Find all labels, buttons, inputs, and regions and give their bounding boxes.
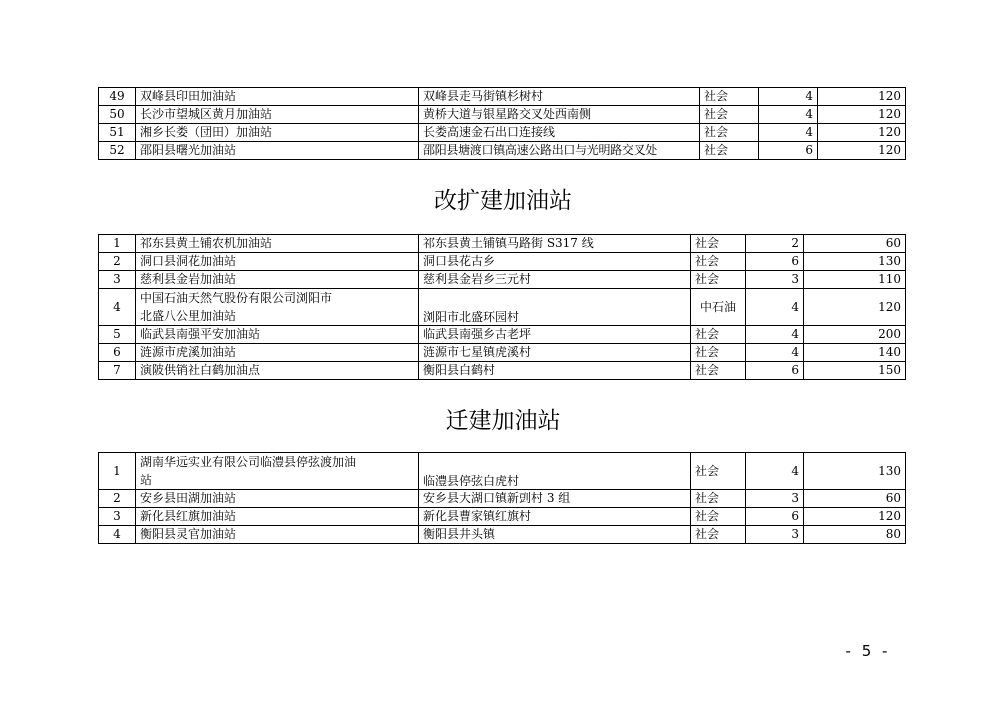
- row-number: 2: [99, 490, 136, 508]
- station-name: 新化县红旗加油站: [136, 508, 419, 526]
- station-area: 60: [804, 490, 906, 508]
- row-number: 50: [99, 106, 136, 124]
- station-area: 80: [804, 526, 906, 544]
- station-address: 洞口县花古乡: [419, 253, 691, 271]
- station-area: 120: [818, 124, 906, 142]
- table-row: [99, 344, 906, 362]
- station-name: 邵阳县曙光加油站: [136, 142, 419, 160]
- station-type: 社会: [700, 106, 759, 124]
- station-name: 临武县南强平安加油站: [136, 326, 419, 344]
- station-area: 120: [818, 88, 906, 106]
- station-name: 湘乡长娄（団田）加油站: [136, 124, 419, 142]
- row-number: 3: [99, 508, 136, 526]
- page-number: - 5 -: [845, 642, 891, 660]
- station-area: 60: [804, 235, 906, 253]
- station-table-continued: [98, 87, 906, 160]
- row-number: 6: [99, 344, 136, 362]
- section-heading-relocation: 迁建加油站: [445, 408, 561, 434]
- station-count: 3: [746, 490, 804, 508]
- row-number: 4: [99, 526, 136, 544]
- station-name: 涟源市虎溪加油站: [136, 344, 419, 362]
- station-count: 4: [746, 326, 804, 344]
- station-count: 6: [746, 253, 804, 271]
- station-count: 4: [759, 88, 818, 106]
- table-row: [99, 362, 906, 380]
- table-row: [99, 271, 906, 289]
- table-row: [99, 253, 906, 271]
- station-area: 150: [804, 362, 906, 380]
- station-address: 衡阳县井头镇: [419, 526, 691, 544]
- row-number: 51: [99, 124, 136, 142]
- station-name-line-2: 北盛八公里加油站: [140, 309, 237, 323]
- station-name: 祁东县黄土铺农机加油站: [136, 235, 419, 253]
- row-number: 1: [99, 235, 136, 253]
- station-count: 6: [746, 508, 804, 526]
- station-type: 社会: [691, 526, 746, 544]
- station-type: 社会: [691, 362, 746, 380]
- row-number: 49: [99, 88, 136, 106]
- station-count: 3: [746, 526, 804, 544]
- station-count: 3: [746, 271, 804, 289]
- station-type: 社会: [691, 326, 746, 344]
- station-count: 4: [746, 289, 804, 326]
- station-area: 110: [804, 271, 906, 289]
- station-address: 安乡县大湖口镇新剅村 3 组: [419, 490, 691, 508]
- table-row: [99, 124, 906, 142]
- row-number: 52: [99, 142, 136, 160]
- table-row: [99, 508, 906, 526]
- station-type: 社会: [691, 453, 746, 490]
- row-number: 4: [99, 289, 136, 326]
- station-area: 120: [804, 508, 906, 526]
- station-count: 6: [746, 362, 804, 380]
- station-address: 涟源市七星镇虎溪村: [419, 344, 691, 362]
- station-name: 衡阳县灵官加油站: [136, 526, 419, 544]
- station-type: 社会: [700, 88, 759, 106]
- table-row: [99, 235, 906, 253]
- station-count: 2: [746, 235, 804, 253]
- table-row: [99, 142, 906, 160]
- station-address: 邵阳县塘渡口镇高速公路出口与光明路交叉处: [419, 142, 700, 160]
- station-area: 120: [804, 289, 906, 326]
- station-type: 社会: [691, 235, 746, 253]
- station-address: 长娄高速金石出口连接线: [419, 124, 700, 142]
- station-area: 140: [804, 344, 906, 362]
- table-row: [99, 289, 906, 326]
- station-name: [136, 453, 419, 490]
- station-type: 社会: [700, 124, 759, 142]
- station-name: 慈利县金岩加油站: [136, 271, 419, 289]
- station-type: 社会: [691, 271, 746, 289]
- station-count: 4: [746, 453, 804, 490]
- station-address: 祁东县黄土铺镇马路街 S317 线: [419, 235, 691, 253]
- station-address: 新化县曹家镇红旗村: [419, 508, 691, 526]
- station-address: 衡阳县白鹤村: [419, 362, 691, 380]
- station-name: 双峰县印田加油站: [136, 88, 419, 106]
- station-type: 社会: [691, 253, 746, 271]
- row-number: 7: [99, 362, 136, 380]
- table-row: [99, 326, 906, 344]
- station-address: 黄桥大道与银星路交叉处西南侧: [419, 106, 700, 124]
- station-count: 4: [759, 106, 818, 124]
- expansion-station-table: [98, 234, 906, 380]
- station-area: 120: [818, 142, 906, 160]
- station-area: 130: [804, 453, 906, 490]
- station-type: 中石油: [691, 289, 746, 326]
- station-type: 社会: [691, 490, 746, 508]
- station-count: 6: [759, 142, 818, 160]
- table-row: [99, 453, 906, 490]
- table-row: [99, 88, 906, 106]
- relocation-station-table: [98, 452, 906, 544]
- row-number: 1: [99, 453, 136, 490]
- row-number: 2: [99, 253, 136, 271]
- station-area: 130: [804, 253, 906, 271]
- table-row: [99, 526, 906, 544]
- station-name: 长沙市望城区黄月加油站: [136, 106, 419, 124]
- station-name: 洞口县洞花加油站: [136, 253, 419, 271]
- station-type: 社会: [691, 508, 746, 526]
- station-area: 120: [818, 106, 906, 124]
- section-heading-expansion: 改扩建加油站: [434, 188, 572, 214]
- station-name: 演陂供销社白鹤加油点: [136, 362, 419, 380]
- station-address: 双峰县走马街镇杉树村: [419, 88, 700, 106]
- station-type: 社会: [700, 142, 759, 160]
- table-row: [99, 490, 906, 508]
- station-type: 社会: [691, 344, 746, 362]
- station-address: 临澧县停弦白虎村: [419, 453, 691, 490]
- station-name: 安乡县田湖加油站: [136, 490, 419, 508]
- station-address: 慈利县金岩乡三元村: [419, 271, 691, 289]
- station-name-line-1: 湖南华远实业有限公司临澧县停弦渡加油: [140, 455, 357, 469]
- station-address: 临武县南强乡古老坪: [419, 326, 691, 344]
- station-name-line-2: 站: [140, 473, 153, 487]
- table-row: [99, 106, 906, 124]
- station-name-line-1: 中国石油天然气股份有限公司浏阳市: [140, 291, 333, 305]
- station-area: 200: [804, 326, 906, 344]
- station-count: 4: [759, 124, 818, 142]
- station-count: 4: [746, 344, 804, 362]
- station-name: [136, 289, 419, 326]
- row-number: 3: [99, 271, 136, 289]
- station-address: 浏阳市北盛环园村: [419, 289, 691, 326]
- row-number: 5: [99, 326, 136, 344]
